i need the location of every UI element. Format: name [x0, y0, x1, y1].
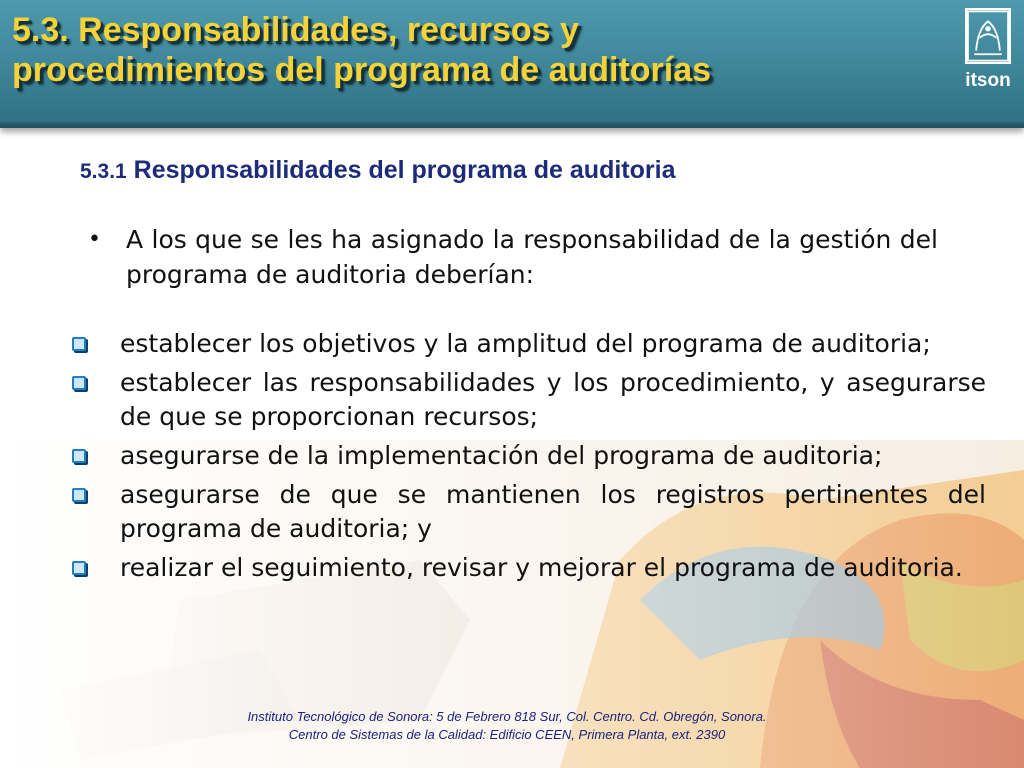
slide-title	[12, 10, 912, 90]
section-title: Responsabilidades del programa de auditoria	[133, 156, 676, 184]
slide-title-line2: procedimientos del programa de auditorías	[12, 51, 712, 89]
checkbox-bullet-icon	[72, 561, 86, 575]
list-item	[72, 327, 986, 361]
list-item-text: establecer los objetivos y la amplitud del programa de auditoria;	[120, 329, 931, 358]
itson-emblem-icon	[965, 8, 1011, 64]
logo-text: itson	[965, 70, 1011, 91]
list-item-text: establecer las responsabilidades y los procedimiento, y asegurarse de que se proporcionan recursos;	[120, 368, 986, 431]
list-item-text: realizar el seguimiento, revisar y mejorar el programa de auditoria.	[120, 553, 963, 582]
list-item	[72, 439, 986, 473]
footer-address: Instituto Tecnológico de Sonora: 5 de Febrero 818 Sur, Col. Centro. Cd. Obregón, Sonora.	[247, 709, 767, 724]
footer-department: Centro de Sistemas de la Calidad: Edificio CEEN, Primera Planta, ext. 2390	[288, 727, 726, 742]
list-item	[72, 366, 986, 434]
section-heading	[80, 154, 675, 188]
bullet-dot-icon: •	[88, 227, 101, 252]
list-item	[72, 478, 986, 546]
checkbox-bullet-icon	[72, 337, 86, 351]
slide-header	[0, 0, 1024, 128]
intro-paragraph	[88, 222, 938, 292]
checkbox-bullet-icon	[72, 376, 86, 390]
slide-footer	[0, 708, 1014, 744]
list-item-text: asegurarse de que se mantienen los registros pertinentes del programa de auditoria; y	[120, 480, 986, 543]
section-number: 5.3.1	[80, 160, 127, 183]
slide-title-line1: 5.3. Responsabilidades, recursos y	[12, 11, 579, 49]
checkbox-bullet-icon	[72, 488, 86, 502]
list-item-text: asegurarse de la implementación del programa de auditoria;	[120, 441, 883, 470]
itson-logo	[958, 8, 1018, 100]
list-item	[72, 551, 986, 585]
responsibility-list	[72, 327, 986, 590]
checkbox-bullet-icon	[72, 449, 86, 463]
intro-text: A los que se les ha asignado la responsabilidad de la gestión del programa de auditoria deberían:	[126, 225, 938, 289]
